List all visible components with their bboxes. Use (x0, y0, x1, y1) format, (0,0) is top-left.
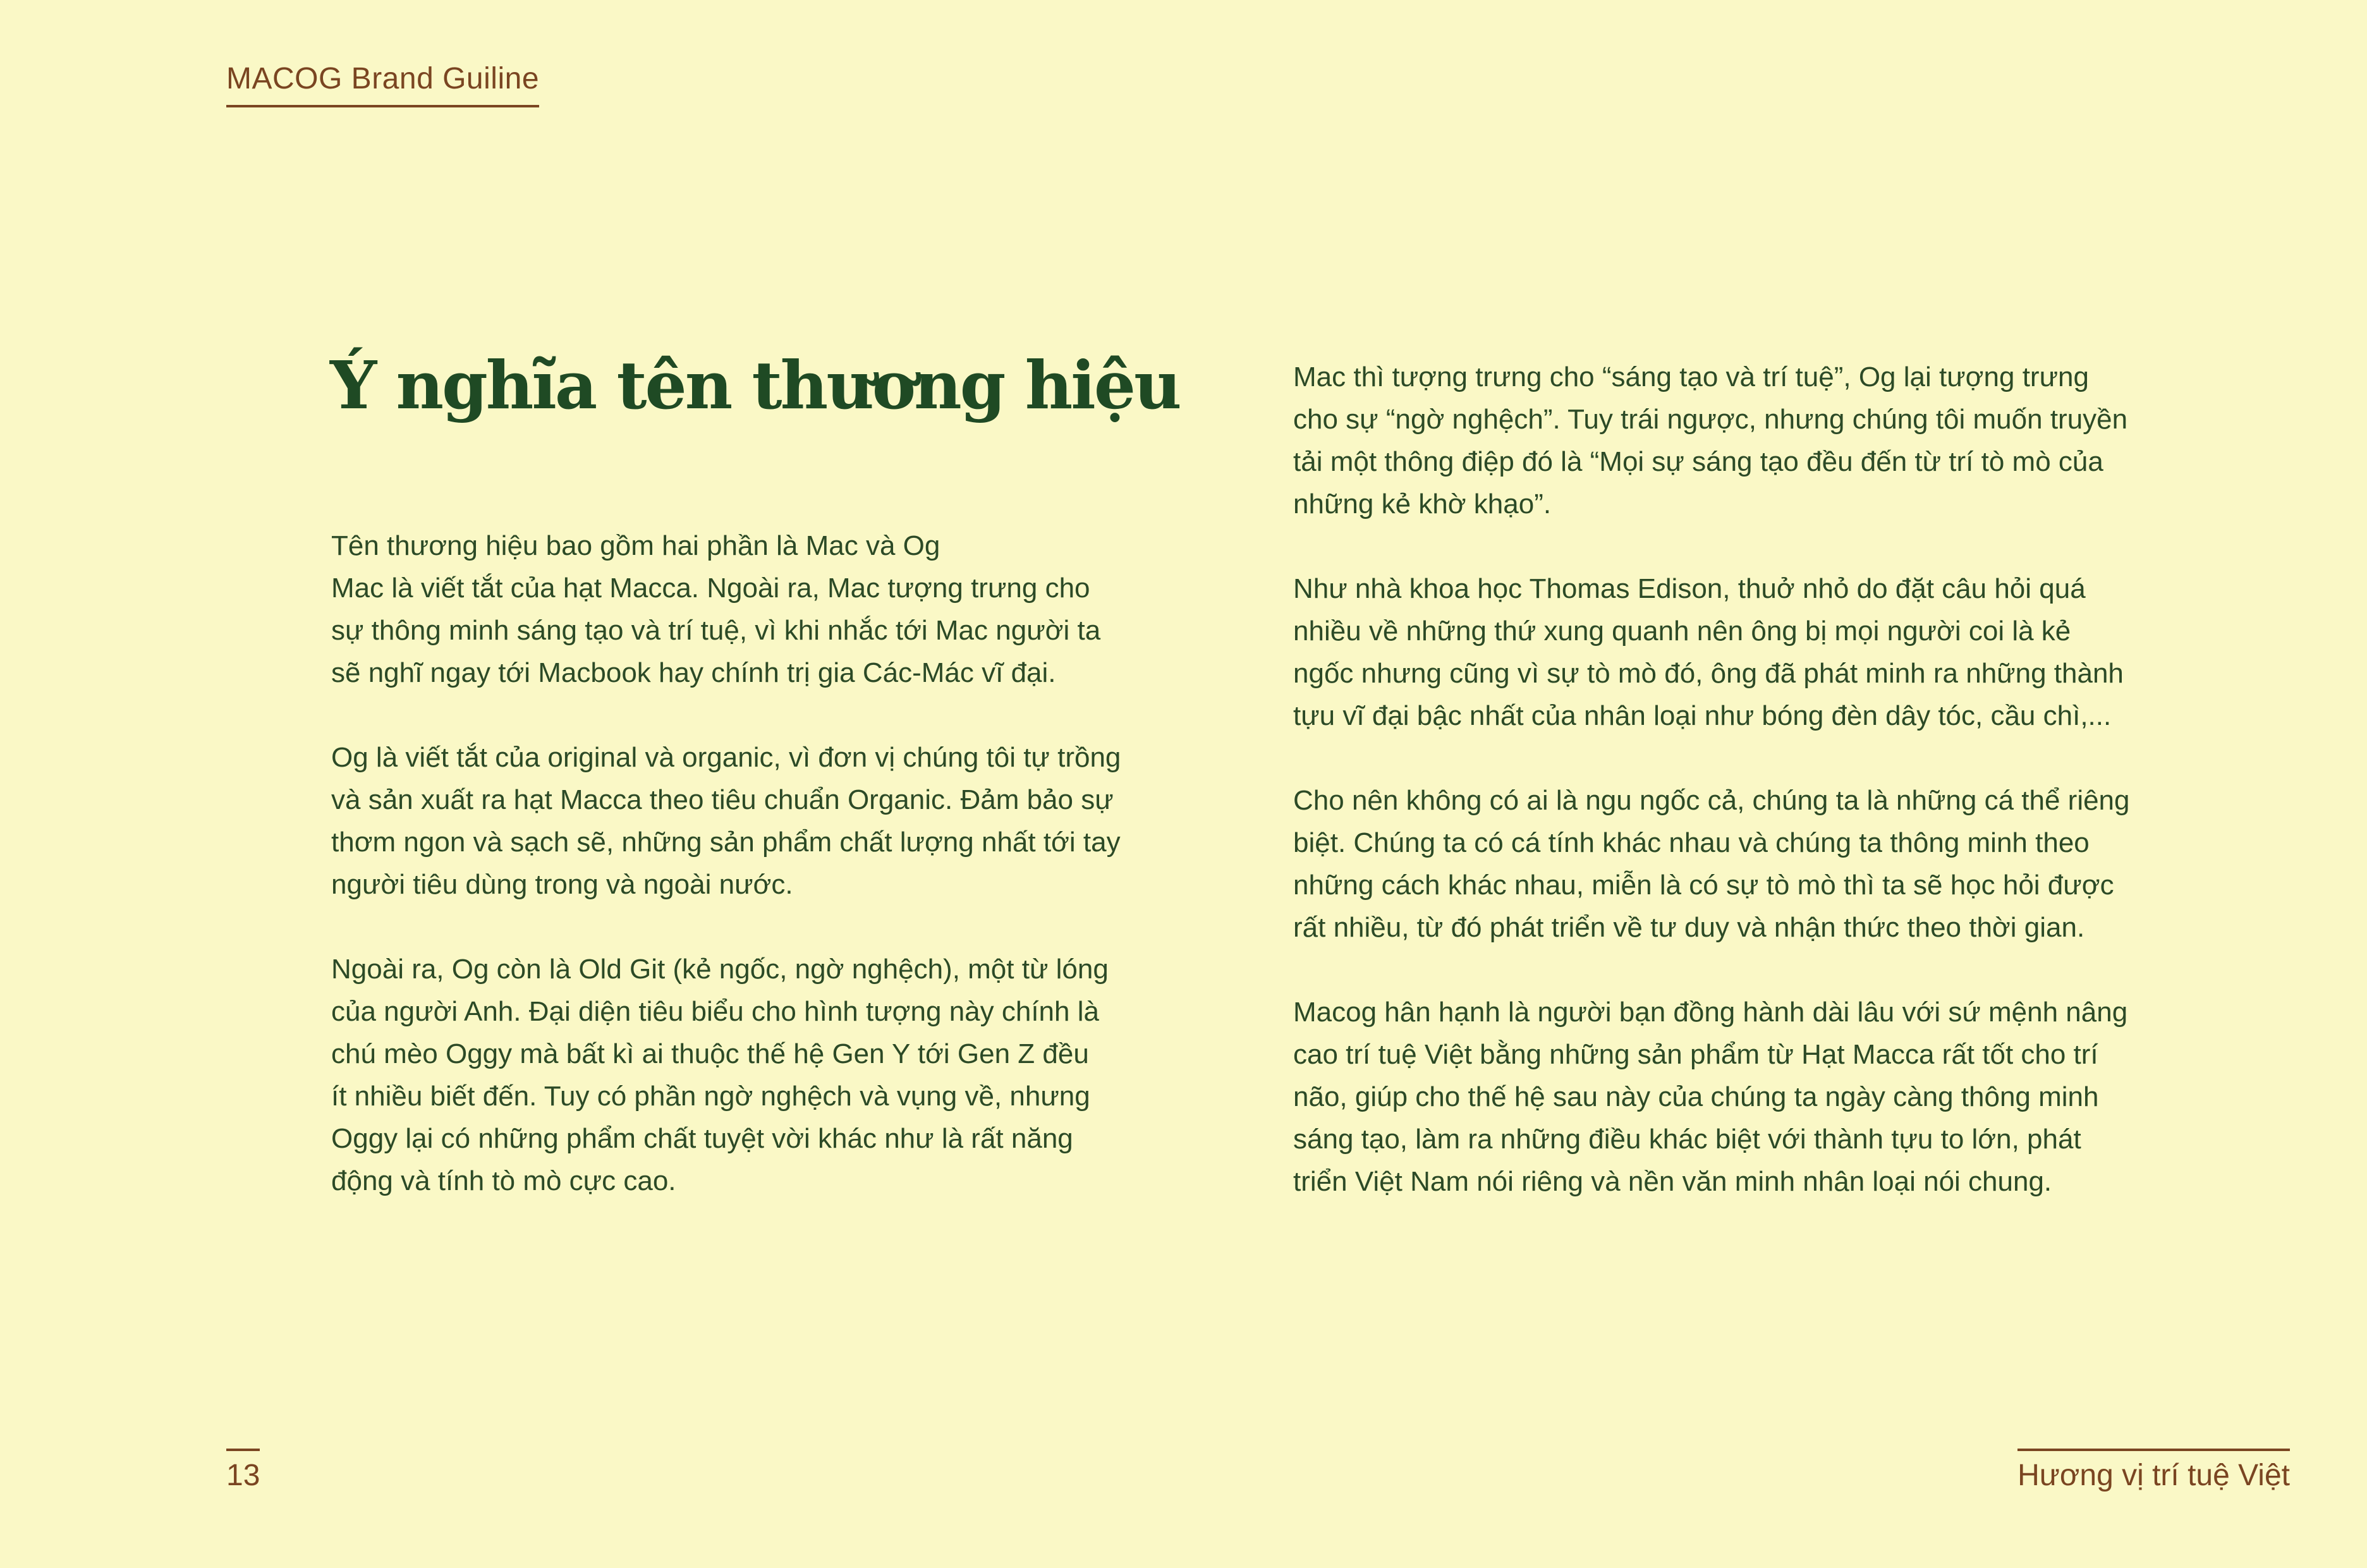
right-column (1293, 356, 2203, 1203)
paragraph-og-meaning: Og là viết tắt của original và organic, vì đơn vị chúng tôi tự trồng và sản xuất ra hạt Macca theo tiêu chuẩn Organic. Đảm bảo sự thơm ngon và sạch sẽ, những sản phẩm chất lượng nhất tới tay người tiêu dùng trong và ngoài nước. (331, 742, 1121, 900)
paragraph-name-parts: Tên thương hiệu bao gồm hai phần là Mac và Og Mac là viết tắt của hạt Macca. Ngoài ra, Mac tượng trưng cho sự thông minh sáng tạo và trí tuệ, vì khi nhắc tới Mac người ta sẽ nghĩ ngay tới Macbook hay chính trị gia Các-Mác vĩ đại. (331, 530, 1101, 688)
paragraph-old-git: Ngoài ra, Og còn là Old Git (kẻ ngốc, ngờ nghệch), một từ lóng của người Anh. Đại diện tiêu biểu cho hình tượng này chính là chú mèo Oggy mà bất kì ai thuộc thế hệ Gen Y tới Gen Z đều ít nhiều biết đến. Tuy có phần ngờ nghệch và vụng về, nhưng Oggy lại có những phẩm chất tuyệt vời khác như là rất năng động và tính tò mò cực cao. (331, 954, 1109, 1196)
footer-slogan: Hương vị trí tuệ Việt (2017, 1449, 2290, 1494)
paragraph-message: Mac thì tượng trưng cho “sáng tạo và trí tuệ”, Og lại tượng trưng cho sự “ngờ nghệch”. Tuy trái ngược, nhưng chúng tôi muốn truyền tải một thông điệp đó là “Mọi sự sáng tạo đều đến từ trí tò mò của những kẻ khờ khạo”. (1293, 362, 2128, 520)
paragraph-individuality: Cho nên không có ai là ngu ngốc cả, chúng ta là những cá thể riêng biệt. Chúng ta có cá tính khác nhau và chúng ta thông minh theo những cách khác nhau, miễn là có sự tò mò thì ta sẽ học hỏi được rất nhiều, từ đó phát triển về tư duy và nhận thức theo thời gian. (1293, 785, 2130, 943)
page-title: Ý nghĩa tên thương hiệu (330, 346, 1180, 424)
paragraph-edison: Như nhà khoa học Thomas Edison, thuở nhỏ do đặt câu hỏi quá nhiều về những thứ xung quanh nên ông bị mọi người coi là kẻ ngốc nhưng cũng vì sự tò mò đó, ông đã phát minh ra những thành tựu vĩ đại bậc nhất của nhân loại như bóng đèn dây tóc, cầu chì,... (1293, 573, 2124, 731)
brand-header: MACOG Brand Guiline (226, 61, 539, 107)
page-number: 13 (226, 1449, 260, 1494)
paragraph-mission: Macog hân hạnh là người bạn đồng hành dài lâu với sứ mệnh nâng cao trí tuệ Việt bằng những sản phẩm từ Hạt Macca rất tốt cho trí não, giúp cho thế hệ sau này của chúng ta ngày càng thông minh sáng tạo, làm ra những điều khác biệt với thành tựu to lớn, phát triển Việt Nam nói riêng và nền văn minh nhân loại nói chung. (1293, 997, 2128, 1197)
left-column (331, 525, 1216, 1202)
